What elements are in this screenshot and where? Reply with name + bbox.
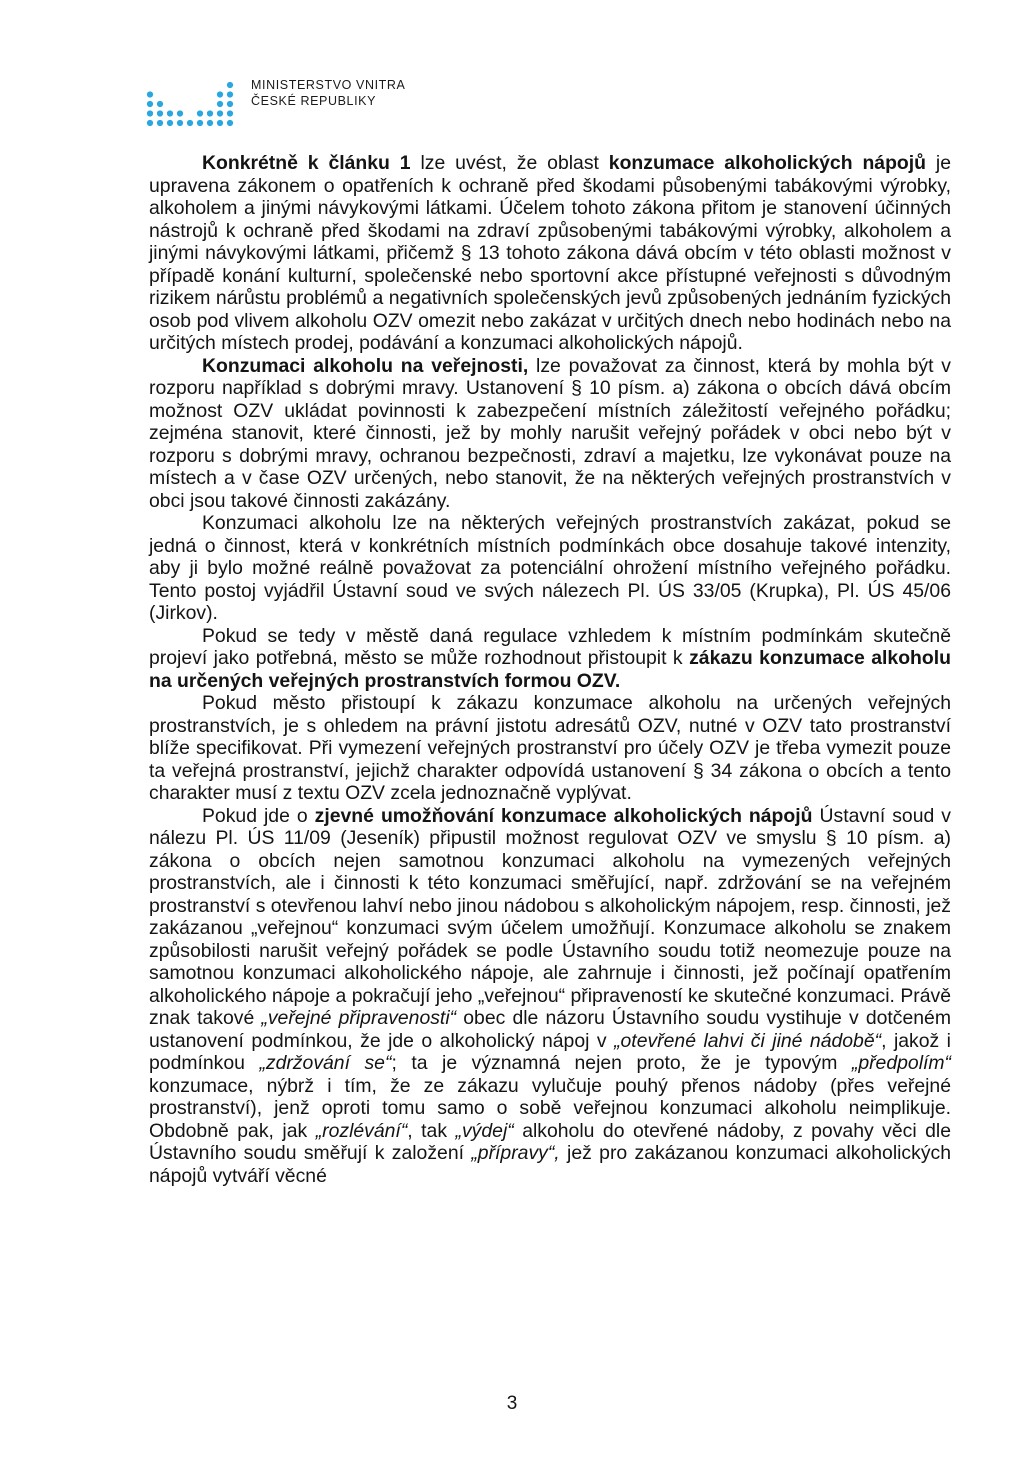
page-number: 3 bbox=[506, 1393, 518, 1414]
text-run: , tak bbox=[407, 1119, 456, 1142]
text-run: konzumace, nýbrž i tím, že ze zákazu vylučuje pouhý přenos nádoby (přes veřejné prostranství), jenž oproti tomu samo o sobě veřejnou konzumaci alkoholu neimplikuje. Obdobně pak, jak bbox=[149, 1074, 951, 1142]
italic-text: „zdržování se“ bbox=[259, 1052, 392, 1074]
text-run: Pokud jde o bbox=[202, 804, 315, 827]
bold-text: konzumace alkoholických nápojů bbox=[608, 152, 926, 174]
logo-line-2: ČESKÉ REPUBLIKY bbox=[251, 94, 377, 108]
italic-text: „výdej“ bbox=[455, 1119, 514, 1142]
text-run: Pokud město přistoupí k zákazu konzumace alkoholu na určených veřejných prostranstvích, je s ohledem na právní jistotu adresátů OZV, nutné v OZV tato prostranství blíže specifikovat. Při vymezení veřejných prostranství pro účely OZV je třeba vymezit pouze ta veřejná prostranství, jejichž charakter odpovídá ustanovení § 34 zákona o obcích a tento charakter musí z textu OZV zcela jednoznačně vyplývat. bbox=[149, 692, 951, 804]
paragraph bbox=[149, 152, 951, 355]
document-body bbox=[149, 152, 951, 1187]
logo-line-1: MINISTERSTVO VNITRA bbox=[251, 78, 406, 92]
logo-dot-mark-icon bbox=[146, 50, 246, 130]
text-run: Konzumaci alkoholu lze na některých veřejných prostranstvích zakázat, pokud se jedná o činnost, která v konkrétních místních podmínkách obce dosahuje takové intenzity, aby ji bylo možné reálně považovat za potenciální ohrožení místního veřejného pořádku. Tento postoj vyjádřil Ústavní soud ve svých nálezech Pl. ÚS 33/05 (Krupka), Pl. ÚS 45/06 (Jirkov). bbox=[149, 512, 951, 624]
bold-text: Konkrétně k článku 1 bbox=[202, 152, 411, 174]
paragraph bbox=[149, 512, 951, 625]
bold-text: zjevné umožňování konzumace alkoholických nápojů bbox=[314, 804, 813, 827]
text-run: obec dle názoru Ústavního soudu vystihuje v dotčeném ustanovení podmínkou, že jde o alkoholický nápoj v bbox=[149, 1007, 951, 1052]
italic-text: „přípravy“, bbox=[471, 1142, 560, 1164]
text-run: lze považovat za činnost, která by mohla být v rozporu například s dobrými mravy. Ustanovení § 10 písm. a) zákona o obcích dává obcím možnost OZV ukládat povinnosti k zabezpečení místních záležitostí veřejného pořádku; zejména stanovit, které činnosti, jež by mohly narušit veřejný pořádek v obci nebo být v rozporu s dobrými mravy, ochranou bezpečnosti, zdraví a majetku, lze vykonávat pouze na místech a v čase OZV určených, nebo stanovit, že na některých veřejných prostranstvích v obci jsou takové činnosti zakázány. bbox=[149, 354, 951, 512]
ministry-logo bbox=[146, 50, 406, 130]
text-run: je upravena zákonem o opatřeních k ochraně před škodami působenými tabákovými výrobky, alkoholem a jinými návykovými látkami. Účelem tohoto zákona přitom je stanovení účinných nástrojů k ochraně před škodami na zdraví způsobenými tabákovými výrobky, alkoholem a jinými návykovými látkami, přičemž § 13 tohoto zákona dává obcím v této oblasti možnost v případě konání kulturní, společenské nebo sportovní akce přístupné veřejnosti s důvodným rizikem nárůstu problémů a negativních společenských jevů způsobených jednáním fyzických osob pod vlivem alkoholu OZV omezit nebo zakázat v určitých dnech nebo hodinách nebo na určitých místech prodej, podávání a konzumaci alkoholických nápojů. bbox=[149, 152, 951, 354]
paragraph bbox=[149, 355, 951, 513]
text-run: Pokud se tedy v městě daná regulace vzhledem k místním podmínkám skutečně projeví jako potřebná, město se může rozhodnout přistoupit k bbox=[149, 624, 951, 669]
text-run: , jakož i podmínkou bbox=[149, 1029, 951, 1074]
italic-text: „předpolím“ bbox=[851, 1052, 951, 1074]
italic-text: „veřejné připravenosti“ bbox=[261, 1007, 457, 1029]
bold-text: zákazu konzumace alkoholu na určených veřejných prostranstvích formou OZV. bbox=[149, 647, 951, 692]
italic-text: „otevřené lahvi či jiné nádobě“ bbox=[614, 1029, 882, 1052]
bold-text: Konzumaci alkoholu na veřejnosti, bbox=[202, 354, 529, 377]
text-run: jež pro zakázanou konzumaci alkoholických nápojů vytváří věcné bbox=[149, 1142, 951, 1187]
italic-text: „rozlévání“ bbox=[315, 1119, 408, 1142]
text-run: alkoholu do otevřené nádoby, z povahy věci dle Ústavního soudu směřují k založení bbox=[149, 1119, 952, 1164]
text-run: lze uvést, že oblast bbox=[410, 152, 609, 174]
paragraph bbox=[149, 625, 951, 693]
paragraph bbox=[149, 692, 951, 805]
text-run: Ústavní soud v nálezu Pl. ÚS 11/09 (Jeseník) připustil možnost regulovat OZV ve smyslu § 10 písm. a) zákona o obcích nejen samotnou konzumaci alkoholu na vymezených veřejných prostranstvích, ale i činnosti k této konzumaci směřující, např. zdržování se na veřejném prostranství s otevřenou lahví nebo jinou nádobou s alkoholickým nápojem, resp. činnosti, jež zakázanou „veřejnou“ konzumaci svým účelem umožňují. Konzumace alkoholu se znakem způsobilosti narušit veřejný pořádek se podle Ústavního soudu totiž neomezuje pouze na samotnou konzumaci alkoholického nápoje, ale zahrnuje i činnosti, jež počínají opatřením alkoholického nápoje a pokračují jeho „veřejnou“ připraveností ke skutečné konzumaci. Právě znak takové bbox=[149, 804, 951, 1029]
text-run: ; ta je významná nejen proto, že je typovým bbox=[391, 1052, 852, 1074]
paragraph bbox=[149, 805, 951, 1188]
